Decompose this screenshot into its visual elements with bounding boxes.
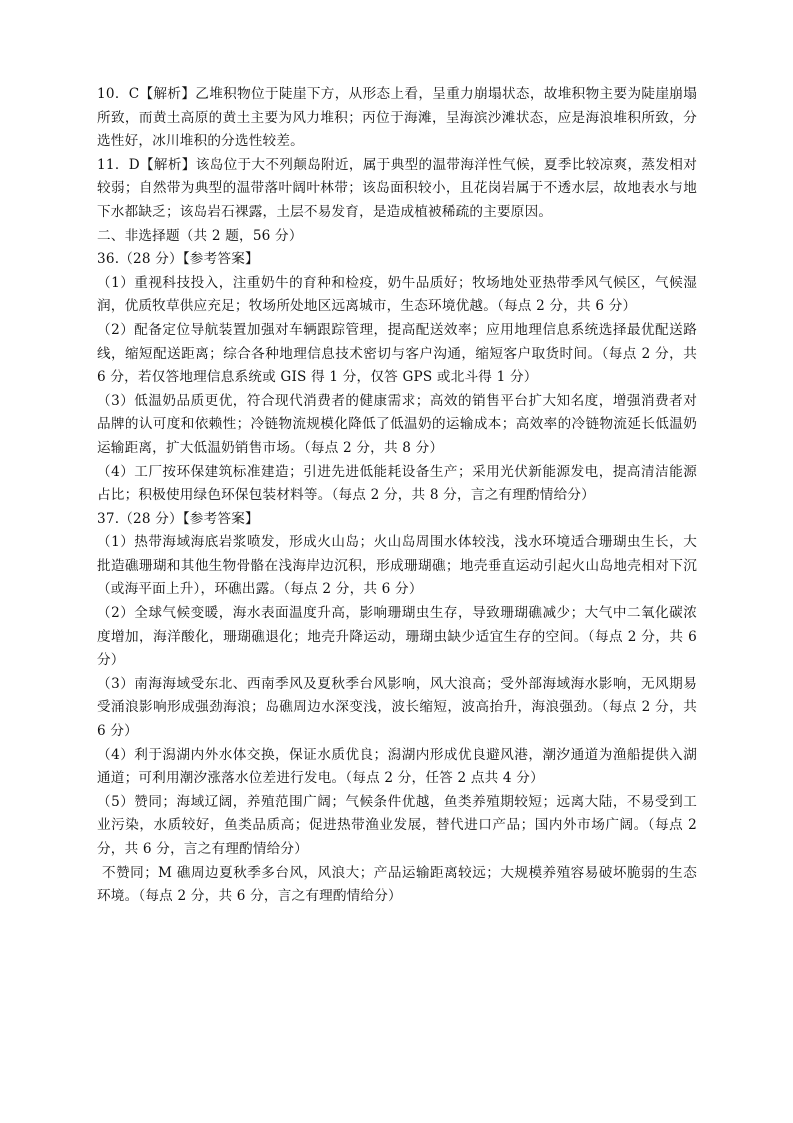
question-37-heading: 37.（28 分）【参考答案】 bbox=[97, 510, 259, 527]
answer-36-3: （3）低温奶品质更优，符合现代消费者的健康需求；高效的销售平台扩大知名度，增强消费者对品牌的认可度和依赖性；冷链物流规模化降低了低温奶的运输成本；高效率的冷链物流延长低温奶运输距离，扩大低温奶销售市场。（每点 2 分，共 8 分） bbox=[97, 392, 697, 456]
answer-36-1: （1）重视科技投入，注重奶牛的育种和检疫，奶牛品质好；牧场地处亚热带季风气候区，气候湿润，优质牧草供应充足；牧场所处地区远离城市，生态环境优越。（每点 2 分，共 6 分） bbox=[97, 274, 697, 315]
question-36-heading: 36.（28 分）【参考答案】 bbox=[97, 251, 259, 268]
answer-10: 10．C【解析】乙堆积物位于陡崖下方，从形态上看，呈重力崩塌状态，故堆积物主要为陡崖崩塌所致，而黄土高原的黄土主要为风力堆积；丙位于海滩，呈海滨沙滩状态，应是海浪堆积所致，分选性好，冰川堆积的分选性较差。 bbox=[97, 86, 697, 150]
answer-37-1: （1）热带海域海底岩浆喷发，形成火山岛；火山岛周围水体较浅，浅水环境适合珊瑚虫生长，大批造礁珊瑚和其他生物骨骼在浅海岸边沉积，形成珊瑚礁；地壳垂直运动引起火山岛地壳相对下沉（或海平面上升），环礁出露。（每点 2 分，共 6 分） bbox=[97, 534, 697, 598]
answer-37-3: （3）南海海域受东北、西南季风及夏秋季台风影响，风大浪高；受外部海域海水影响，无风期易受涌浪影响形成强劲海浪；岛礁周边水深变浅，波长缩短，波高抬升，海浪强劲。（每点 2 分，共 6 分） bbox=[97, 675, 697, 740]
answer-11: 11．D【解析】该岛位于大不列颠岛附近，属于典型的温带海洋性气候，夏季比较凉爽，蒸发相对较弱；自然带为典型的温带落叶阔叶林带；该岛面积较小，且花岗岩属于不透水层，故地表水与地下水都缺乏；该岛岩石裸露，土层不易发育，是造成植被稀疏的主要原因。 bbox=[97, 156, 697, 220]
answer-document bbox=[97, 83, 697, 909]
answer-37-5-disagree: 不赞同；M 礁周边夏秋季多台风，风浪大；产品运输距离较远；大规模养殖容易破坏脆弱的生态环境。（每点 2 分，共 6 分，言之有理酌情给分） bbox=[97, 864, 697, 905]
answer-37-5-agree: （5）赞同；海域辽阔，养殖范围广阔；气候条件优越，鱼类养殖期较短；远离大陆，不易受到工业污染，水质较好，鱼类品质高；促进热带渔业发展，替代进口产品；国内外市场广阔。（每点 2 分，共 6 分，言之有理酌情给分） bbox=[97, 793, 697, 857]
answer-36-2: （2）配备定位导航装置加强对车辆跟踪管理，提高配送效率；应用地理信息系统选择最优配送路线，缩短配送距离；综合各种地理信息技术密切与客户沟通，缩短客户取货时间。（每点 2 分，共 6 分，若仅答地理信息系统或 GIS 得 1 分，仅答 GPS 或北斗得 1 分） bbox=[97, 321, 697, 386]
answer-37-4: （4）利于潟湖内外水体交换，保证水质优良；潟湖内形成优良避风港，潮汐通道为渔船提供入湖通道；可利用潮汐涨落水位差进行发电。（每点 2 分，任答 2 点共 4 分） bbox=[97, 746, 697, 787]
section-heading: 二、非选择题（共 2 题，56 分） bbox=[97, 227, 303, 244]
answer-37-2: （2）全球气候变暖，海水表面温度升高，影响珊瑚虫生存，导致珊瑚礁减少；大气中二氧化碳浓度增加，海洋酸化，珊瑚礁退化；地壳升降运动，珊瑚虫缺少适宜生存的空间。（每点 2 分，共 6 分） bbox=[97, 605, 697, 669]
answer-36-4: （4）工厂按环保建筑标准建造；引进先进低能耗设备生产；采用光伏新能源发电，提高清洁能源占比；积极使用绿色环保包装材料等。（每点 2 分，共 8 分，言之有理酌情给分） bbox=[97, 463, 697, 504]
